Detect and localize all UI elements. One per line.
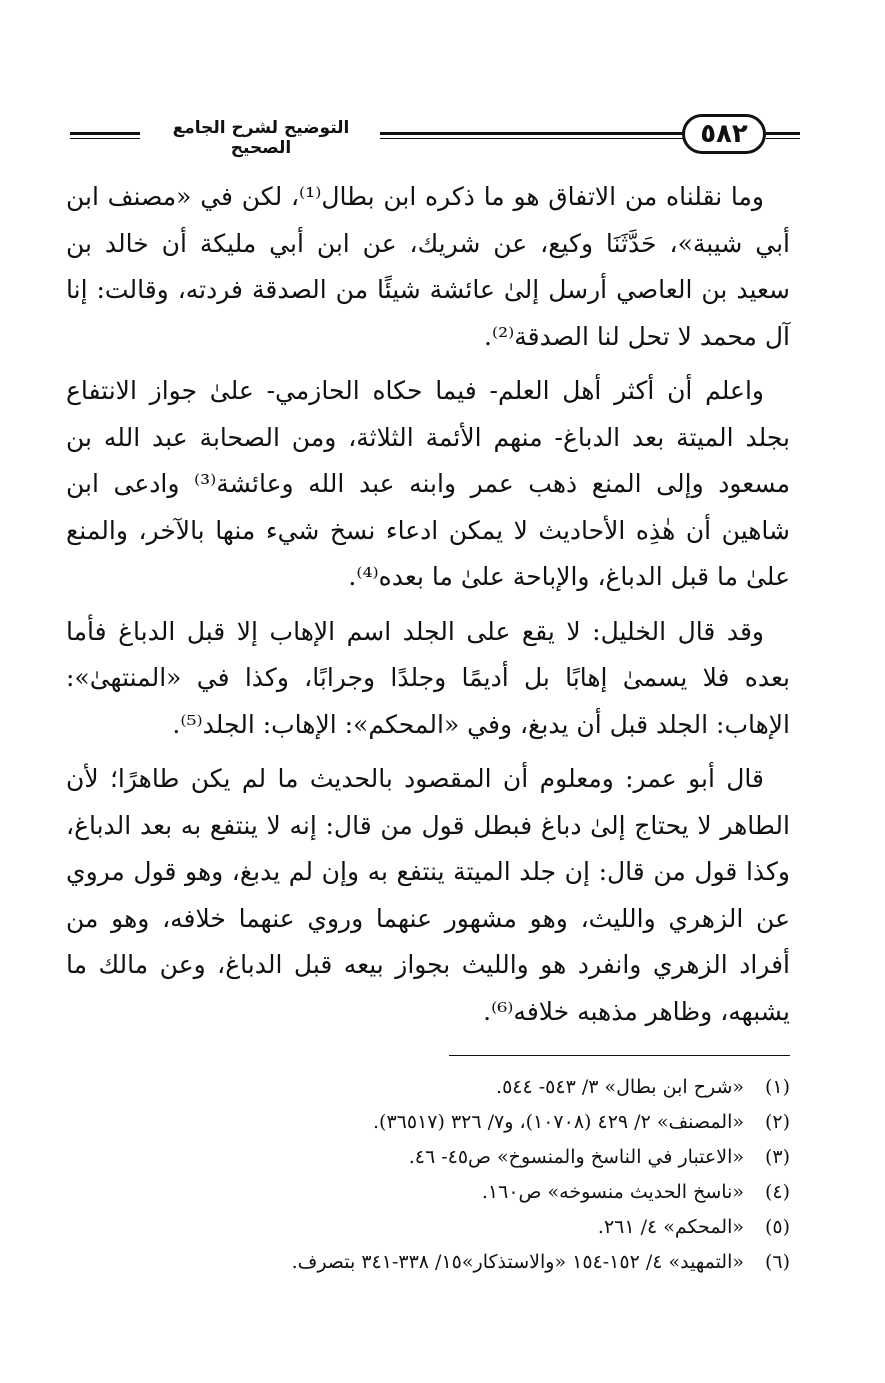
footnote-number: (٦) — [764, 1251, 790, 1273]
footnote-number: (١) — [764, 1076, 790, 1098]
footnote-text: «المصنف» ٢/ ٤٢٩ (١٠٧٠٨)، و٧/ ٣٢٦ (٣٦٥١٧). — [373, 1111, 744, 1133]
footnote-item — [120, 1105, 790, 1140]
footnote-text: «ناسخ الحديث منسوخه» ص١٦٠. — [481, 1181, 744, 1203]
paragraph: وقد قال الخليل: لا يقع على الجلد اسم الإهاب إلا قبل الدباغ فأما بعده فلا يسمىٰ إهابًا بل أديمًا وجلدًا وجرابًا، وكذا في «المنتهىٰ»: الإهاب: الجلد قبل أن يدبغ، وفي «المحكم»: الإهاب: الجلد⁽⁵⁾. — [66, 616, 790, 739]
page-header — [60, 112, 800, 158]
footnote-item — [120, 1140, 790, 1175]
paragraph: واعلم أن أكثر أهل العلم- فيما حكاه الحازمي- علىٰ جواز الانتفاع بجلد الميتة بعد الدباغ- منهم الأئمة الثلاثة، ومن الصحابة عبد الله بن مسعود وإلى المنع ذهب عمر وابنه عبد الله وعائشة⁽³⁾ وادعى ابن شاهين أن هٰذِه الأحاديث لا يمكن ادعاء نسخ شيء منها بالآخر، والمنع علىٰ ما قبل الدباغ، والإباحة علىٰ ما بعده⁽⁴⁾. — [66, 376, 791, 591]
header-rule-left — [70, 132, 140, 139]
footnote-item — [120, 1070, 790, 1105]
footnote-text: «المحكم» ٤/ ٢٦١. — [597, 1216, 744, 1238]
footnote-divider — [449, 1055, 790, 1056]
paragraph: قال أبو عمر: ومعلوم أن المقصود بالحديث ما لم يكن طاهرًا؛ لأن الطاهر لا يحتاج إلىٰ دباغ فبطل قول من قال: إنه لا ينتفع به بعد الدباغ، وكذا قول من قال: إن جلد الميتة ينتفع به وإن لم يدبغ، وهو قول مروي عن الزهري والليث، وهو مشهور عنهما وروي عنهما خلافه، وهو من أفراد الزهري وانفرد هو والليث بجواز بيعه قبل الدباغ، وعن مالك ما يشبهه، وظاهر مذهبه خلافه⁽⁶⁾. — [66, 764, 790, 1026]
footnotes — [120, 1070, 790, 1280]
footnote-text: «التمهيد» ٤/ ١٥٢-١٥٤ «والاستذكار»١٥/ ٣٣٨-٣٤١ بتصرف. — [291, 1251, 744, 1273]
footnote-number: (٥) — [764, 1216, 790, 1238]
running-title: التوضيح لشرح الجامع الصحيح — [172, 118, 350, 158]
footnote-text: «شرح ابن بطال» ٣/ ٥٤٣- ٥٤٤. — [496, 1076, 744, 1098]
footnote-item — [120, 1210, 790, 1245]
paragraph: وما نقلناه من الاتفاق هو ما ذكره ابن بطال⁽¹⁾، لكن في «مصنف ابن أبي شيبة»، حَدَّثَنَا وكيع، عن شريك، عن ابن أبي مليكة أن خالد بن سعيد بن العاصي أرسل إلىٰ عائشة شيئًا من الصدقة فردته، وقالت: إنا آل محمد لا تحل لنا الصدقة⁽²⁾. — [66, 182, 790, 351]
footnote-number: (٣) — [764, 1146, 790, 1168]
footnote-number: (٢) — [764, 1111, 790, 1133]
header-rule-right — [766, 132, 800, 139]
main-text — [66, 174, 790, 1035]
footnote-item — [120, 1175, 790, 1210]
page-number: ٥٨٢ — [682, 114, 766, 154]
header-rule-middle — [380, 132, 720, 139]
footnote-item — [120, 1245, 790, 1280]
footnote-number: (٤) — [764, 1181, 790, 1203]
footnote-text: «الاعتبار في الناسخ والمنسوخ» ص٤٥- ٤٦. — [408, 1146, 744, 1168]
